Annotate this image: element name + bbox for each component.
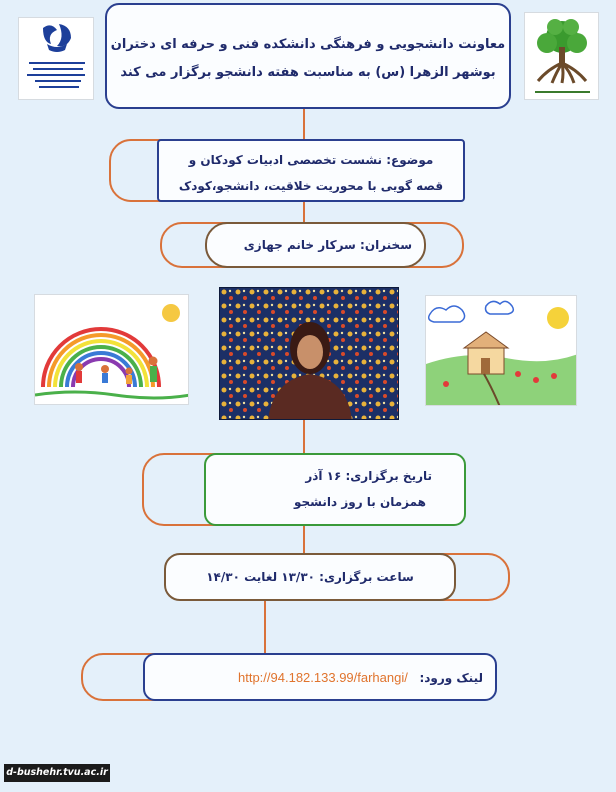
speaker-text: سخنران: سرکار خانم جهازی bbox=[243, 238, 412, 252]
house-drawing bbox=[425, 295, 577, 406]
speaker-photo bbox=[219, 287, 399, 420]
time-box bbox=[164, 553, 456, 601]
rainbow-children-drawing bbox=[34, 294, 189, 405]
university-logo bbox=[18, 17, 94, 100]
topic-box bbox=[157, 139, 465, 202]
connector-line bbox=[303, 109, 305, 139]
link-label: لینک ورود: bbox=[419, 671, 483, 685]
time-text: ساعت برگزاری: ۱۳/۳۰ لغایت ۱۴/۳۰ bbox=[206, 570, 414, 584]
date-box bbox=[204, 453, 466, 526]
date-line-1: تاریخ برگزاری: ۱۶ آذر bbox=[305, 469, 432, 483]
portrait-icon bbox=[220, 288, 399, 420]
connector-line bbox=[264, 601, 266, 653]
connector-line bbox=[303, 202, 305, 222]
footer-site-tag bbox=[4, 764, 110, 782]
link-url[interactable]: http://94.182.133.99/farhangi/ bbox=[238, 670, 408, 685]
footer-site-text[interactable]: d-bushehr.tvu.ac.ir bbox=[6, 767, 108, 778]
house-drawing-icon bbox=[426, 296, 577, 406]
header-box bbox=[105, 3, 511, 109]
header-line-1: معاونت دانشجویی و فرهنگی دانشکده فنی و حرفه ای دختران bbox=[110, 37, 506, 52]
topic-line-1: موضوع: نشست تخصصی ادبیات کودکان و bbox=[188, 153, 434, 167]
tree-icon bbox=[525, 13, 599, 100]
speaker-box bbox=[205, 222, 426, 268]
rainbow-drawing-icon bbox=[35, 295, 189, 405]
connector-line bbox=[303, 420, 305, 453]
link-box bbox=[143, 653, 497, 701]
header-line-2: بوشهر الزهرا (س) به مناسبت هفته دانشجو برگزار می کند bbox=[120, 65, 496, 80]
topic-line-2: قصه گویی با محوریت خلاقیت، دانشجو،کودک bbox=[178, 179, 444, 193]
date-line-2: همزمان با روز دانشجو bbox=[294, 495, 426, 509]
logo-emblem-icon bbox=[19, 18, 94, 100]
connector-line bbox=[303, 526, 305, 553]
college-tree-logo bbox=[524, 12, 599, 100]
